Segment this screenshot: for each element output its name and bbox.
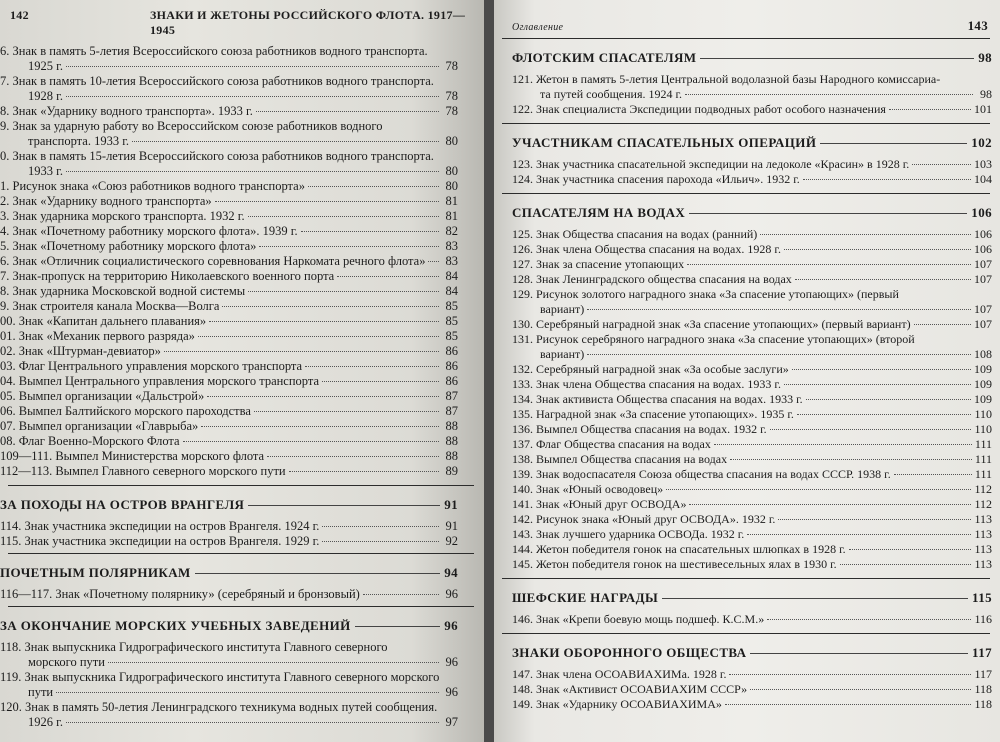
toc-page-number: 106: [974, 227, 992, 241]
toc-entry-text: 124. Знак участника спасения парохода «Ильич». 1932 г.: [512, 172, 800, 186]
toc-entry-continuation: вариант): [540, 302, 585, 316]
leader-dots: [729, 674, 971, 675]
section-separator: [502, 633, 990, 634]
leader-dots: [778, 519, 971, 520]
toc-entry: [0, 359, 458, 373]
toc-entry: [28, 655, 458, 669]
toc-entry: [512, 512, 992, 526]
toc-page-number: 118: [974, 682, 992, 696]
toc-entry-text: 139. Знак водоспасателя Союза общества спасания на водах СССР. 1938 г.: [512, 467, 891, 481]
section-title: ФЛОТСКИМ СПАСАТЕЛЯМ: [512, 50, 697, 65]
toc-page-number: 89: [445, 464, 458, 478]
toc-entry-text: 125. Знак Общества спасания на водах (ранний): [512, 227, 758, 241]
toc-entry-text: 148. Знак «Активист ОСОАВИАХИМ СССР»: [512, 682, 748, 696]
toc-entry: [512, 227, 992, 241]
section-heading: [512, 590, 992, 606]
leader-dots: [322, 541, 439, 542]
section-heading: [512, 50, 992, 66]
leader-dots: [750, 689, 971, 690]
leader-dots: [209, 321, 439, 322]
section-heading: [0, 565, 458, 581]
section-page-number: 102: [971, 135, 992, 150]
toc-entry-text: 138. Вымпел Общества спасания на водах: [512, 452, 728, 466]
toc-entry-text: 3. Знак ударника морского транспорта. 1932 г.: [0, 209, 245, 223]
toc-entry: [0, 374, 458, 388]
leader-dots: [322, 381, 439, 382]
toc-entry-text: 06. Вымпел Балтийского морского пароходства: [0, 404, 251, 418]
section-leader: [700, 58, 974, 59]
section-leader: [662, 598, 968, 599]
section-heading: [0, 497, 458, 513]
toc-entry-text: 01. Знак «Механик первого разряда»: [0, 329, 195, 343]
toc-entry-text: 115. Знак участника экспедиции на остров Врангеля. 1929 г.: [0, 534, 320, 548]
toc-page-number: 78: [445, 59, 458, 73]
left-page: [0, 0, 484, 742]
toc-page-number: 113: [974, 542, 992, 556]
toc-entry: [512, 557, 992, 571]
toc-page-number: 83: [445, 239, 458, 253]
section-separator: [502, 123, 990, 124]
toc-entry-text: 04. Вымпел Центрального управления морского транспорта: [0, 374, 320, 388]
toc-entry-text: 7. Знак-пропуск на территорию Николаевского военного порта: [0, 269, 335, 283]
leader-dots: [914, 324, 971, 325]
toc-entry: [512, 257, 992, 271]
toc-entry-text: 128. Знак Ленинградского общества спасания на водах: [512, 272, 792, 286]
toc-entry-text: 126. Знак члена Общества спасания на водах. 1928 г.: [512, 242, 781, 256]
toc-entry-continuation: та путей сообщения. 1924 г.: [540, 87, 683, 101]
toc-page-number: 98: [980, 87, 992, 101]
toc-entry: [28, 164, 458, 178]
toc-entry: [0, 104, 458, 118]
toc-page-number: 87: [445, 404, 458, 418]
section-leader: [820, 143, 967, 144]
leader-dots: [56, 692, 439, 693]
toc-page-number: 88: [445, 449, 458, 463]
section-leader: [689, 213, 967, 214]
toc-entry: [0, 519, 458, 533]
toc-page-number: 83: [445, 254, 458, 268]
toc-entry-text: 6. Знак в память 5-летия Всероссийского союза работников водного транспорта.: [0, 44, 428, 58]
toc-entry: [512, 482, 992, 496]
toc-entry-text: 130. Серебряный наградной знак «За спасение утопающих» (первый вариант): [512, 317, 911, 331]
toc-entry: [0, 449, 458, 463]
toc-page-number: 85: [445, 314, 458, 328]
toc-entry-text: 132. Серебряный наградной знак «За особые заслуги»: [512, 362, 789, 376]
toc-page-number: 108: [974, 347, 992, 361]
toc-entry-text: 112—113. Вымпел Главного северного морского пути: [0, 464, 286, 478]
leader-dots: [132, 141, 439, 142]
toc-entry-text: 0. Знак в память 15-летия Всероссийского союза работников водного транспорта.: [0, 149, 434, 163]
leader-dots: [792, 369, 971, 370]
leader-dots: [248, 291, 439, 292]
toc-page-number: 112: [974, 497, 992, 511]
leader-dots: [767, 619, 971, 620]
toc-entry-text: 143. Знак лучшего ударника ОСВОДа. 1932 г.: [512, 527, 745, 541]
toc-entry: [0, 209, 458, 223]
toc-entry-text: 149. Знак «Ударнику ОСОАВИАХИМА»: [512, 697, 722, 711]
toc-page-number: 113: [974, 512, 992, 526]
toc-page-number: 117: [974, 667, 992, 681]
toc-entry: [28, 715, 458, 729]
leader-dots: [305, 366, 439, 367]
toc-entry: [540, 347, 992, 361]
leader-dots: [207, 396, 439, 397]
toc-entry-text: 147. Знак члена ОСОАВИАХИМа. 1928 г.: [512, 667, 727, 681]
toc-entry-text: 144. Жетон победителя гонок на спасательных шлюпках в 1928 г.: [512, 542, 846, 556]
toc-page-number: 111: [974, 437, 992, 451]
section-separator: [8, 485, 474, 486]
toc-page-number: 80: [445, 164, 458, 178]
section-title: УЧАСТНИКАМ СПАСАТЕЛЬНЫХ ОПЕРАЦИЙ: [512, 135, 817, 150]
toc-entry: [512, 682, 992, 696]
section-page-number: 117: [972, 645, 992, 660]
toc-entry-text: 133. Знак члена Общества спасания на водах. 1933 г.: [512, 377, 781, 391]
leader-dots: [747, 534, 971, 535]
toc-page-number: 103: [974, 157, 992, 171]
leader-dots: [215, 201, 439, 202]
toc-entry-text: 116—117. Знак «Почетному полярнику» (серебряный и бронзовый): [0, 587, 360, 601]
toc-entry-text: 8. Знак «Ударнику водного транспорта». 1933 г.: [0, 104, 253, 118]
leader-dots: [803, 179, 971, 180]
leader-dots: [760, 234, 971, 235]
toc-entry: [512, 527, 992, 541]
toc-page-number: 107: [974, 272, 992, 286]
toc-entry: [0, 419, 458, 433]
section-leader: [355, 626, 441, 627]
toc-entry-text: 9. Знак строителя канала Москва—Волга: [0, 299, 220, 313]
leader-dots: [66, 96, 439, 97]
toc-entry-text: 136. Вымпел Общества спасания на водах. 1932 г.: [512, 422, 767, 436]
toc-entry: [28, 685, 458, 699]
toc-page-number: 116: [974, 612, 992, 626]
toc-entry-text: 122. Знак специалиста Экспедиции подводных работ особого назначения: [512, 102, 886, 116]
toc-entry-text: 9. Знак за ударную работу во Всероссийском союзе работников водного: [0, 119, 383, 133]
leader-dots: [784, 249, 971, 250]
leader-dots: [849, 549, 972, 550]
toc-entry: [0, 404, 458, 418]
toc-page-number: 85: [445, 299, 458, 313]
toc-entry: [0, 284, 458, 298]
left-page-number: 142: [10, 8, 29, 22]
toc-entry: [512, 437, 992, 451]
section-page-number: 106: [971, 205, 992, 220]
toc-entry-text: 140. Знак «Юный осводовец»: [512, 482, 664, 496]
toc-entry: [512, 422, 992, 436]
toc-entry-text: 120. Знак в память 50-летия Ленинградского техникума водных путей сообщения.: [0, 700, 438, 714]
section-heading: [512, 135, 992, 151]
toc-page-number: 113: [974, 527, 992, 541]
toc-entry-text: 123. Знак участника спасательной экспедиции на ледоколе «Красин» в 1928 г.: [512, 157, 910, 171]
toc-page-number: 107: [974, 257, 992, 271]
section-heading: [512, 205, 992, 221]
section-page-number: 96: [444, 618, 458, 633]
leader-dots: [797, 414, 972, 415]
toc-entry-text: 146. Знак «Крепи боевую мощь подшеф. К.С.М.»: [512, 612, 765, 626]
toc-entry-text: 119. Знак выпускника Гидрографического института Главного северного морского: [0, 670, 440, 684]
toc-page-number: 84: [445, 269, 458, 283]
toc-entry: [28, 89, 458, 103]
toc-entry: [512, 392, 992, 406]
toc-page-number: 96: [445, 685, 458, 699]
toc-entry: [0, 534, 458, 548]
toc-page-number: 111: [974, 467, 992, 481]
right-running-head: Оглавление: [512, 22, 564, 33]
toc-entry-text: 4. Знак «Почетному работнику морского флота». 1939 г.: [0, 224, 298, 238]
toc-entry-text: 127. Знак за спасение утопающих: [512, 257, 685, 271]
leader-dots: [267, 456, 439, 457]
toc-entry-text: 5. Знак «Почетному работнику морского флота»: [0, 239, 257, 253]
toc-entry: [28, 134, 458, 148]
toc-entry-text: 121. Жетон в память 5-летия Центральной водолазной базы Народного комиссариа-: [512, 72, 941, 86]
toc-entry-text: 05. Вымпел организации «Дальстрой»: [0, 389, 205, 403]
toc-entry-continuation: транспорта. 1933 г.: [28, 134, 130, 148]
toc-page-number: 107: [974, 317, 992, 331]
toc-entry-continuation: 1928 г.: [28, 89, 63, 103]
toc-entry: [512, 467, 992, 481]
toc-entry: [0, 344, 458, 358]
leader-dots: [795, 279, 971, 280]
leader-dots: [428, 261, 439, 262]
section-page-number: 98: [978, 50, 992, 65]
leader-dots: [730, 459, 972, 460]
toc-entry-text: 109—111. Вымпел Министерства морского флота: [0, 449, 265, 463]
toc-page-number: 118: [974, 697, 992, 711]
toc-entry-text: 118. Знак выпускника Гидрографического института Главного северного: [0, 640, 388, 654]
section-separator: [502, 38, 990, 39]
toc-page-number: 81: [445, 194, 458, 208]
toc-entry-text: 134. Знак активиста Общества спасания на водах. 1933 г.: [512, 392, 803, 406]
toc-entry: [512, 667, 992, 681]
toc-page-number: 110: [974, 422, 992, 436]
leader-dots: [689, 504, 971, 505]
leader-dots: [666, 489, 971, 490]
section-leader: [248, 505, 440, 506]
toc-entry: [512, 612, 992, 626]
leader-dots: [66, 66, 439, 67]
toc-page-number: 109: [974, 362, 992, 376]
toc-entry-continuation: вариант): [540, 347, 585, 361]
toc-page-number: 91: [445, 519, 458, 533]
leader-dots: [66, 722, 439, 723]
leader-dots: [912, 164, 971, 165]
leader-dots: [198, 336, 439, 337]
toc-entry: [0, 389, 458, 403]
toc-entry-text: 6. Знак «Отличник социалистического соревнования Наркомата речного флота»: [0, 254, 426, 268]
section-separator: [502, 193, 990, 194]
toc-entry: [28, 59, 458, 73]
toc-entry-continuation: морского пути: [28, 655, 105, 669]
leader-dots: [685, 94, 973, 95]
leader-dots: [687, 264, 971, 265]
toc-page-number: 88: [445, 434, 458, 448]
toc-entry-text: 2. Знак «Ударнику водного транспорта»: [0, 194, 212, 208]
leader-dots: [254, 411, 439, 412]
toc-page-number: 78: [445, 104, 458, 118]
leader-dots: [322, 526, 439, 527]
toc-entry: [512, 497, 992, 511]
toc-entry: [512, 172, 992, 186]
leader-dots: [66, 171, 439, 172]
section-heading: [512, 645, 992, 661]
toc-entry: [512, 157, 992, 171]
toc-entry-text: 131. Рисунок серебряного наградного знака «За спасение утопающих» (второй: [512, 332, 915, 346]
toc-entry: [0, 269, 458, 283]
toc-entry-text: 08. Флаг Военно-Морского Флота: [0, 434, 180, 448]
toc-entry: [512, 407, 992, 421]
toc-page-number: 110: [974, 407, 992, 421]
section-separator: [8, 606, 474, 607]
leader-dots: [301, 231, 439, 232]
toc-page-number: 80: [445, 179, 458, 193]
toc-page-number: 96: [445, 655, 458, 669]
toc-entry: [0, 254, 458, 268]
toc-entry-text: 137. Флаг Общества спасания на водах: [512, 437, 711, 451]
toc-page-number: 96: [445, 587, 458, 601]
leader-dots: [337, 276, 439, 277]
leader-dots: [308, 186, 439, 187]
leader-dots: [725, 704, 972, 705]
section-separator: [8, 553, 474, 554]
toc-page-number: 78: [445, 89, 458, 103]
toc-page-number: 86: [445, 344, 458, 358]
leader-dots: [770, 429, 972, 430]
left-running-head: ЗНАКИ И ЖЕТОНЫ РОССИЙСКОГО ФЛОТА. 1917—1945: [150, 8, 466, 37]
toc-entry: [540, 302, 992, 316]
leader-dots: [222, 306, 439, 307]
toc-entry-text: 114. Знак участника экспедиции на остров Врангеля. 1924 г.: [0, 519, 320, 533]
toc-entry: [512, 272, 992, 286]
toc-entry: [540, 87, 992, 101]
leader-dots: [201, 426, 439, 427]
section-page-number: 91: [444, 497, 458, 512]
right-page-number: 143: [967, 18, 988, 33]
toc-page-number: 88: [445, 419, 458, 433]
toc-entry-continuation: 1933 г.: [28, 164, 63, 178]
section-title: ЗНАКИ ОБОРОННОГО ОБЩЕСТВА: [512, 645, 747, 660]
toc-page-number: 113: [974, 557, 992, 571]
toc-entry-text: 07. Вымпел организации «Главрыба»: [0, 419, 199, 433]
toc-entry-text: 02. Знак «Штурман-девиатор»: [0, 344, 161, 358]
leader-dots: [164, 351, 439, 352]
section-title: ЗА ПОХОДЫ НА ОСТРОВ ВРАНГЕЛЯ: [0, 497, 245, 512]
section-title: СПАСАТЕЛЯМ НА ВОДАХ: [512, 205, 686, 220]
section-separator: [502, 578, 990, 579]
leader-dots: [784, 384, 971, 385]
leader-dots: [587, 354, 971, 355]
toc-entry: [512, 452, 992, 466]
toc-entry: [0, 464, 458, 478]
leader-dots: [256, 111, 439, 112]
toc-page-number: 111: [974, 452, 992, 466]
leader-dots: [108, 662, 439, 663]
toc-entry: [512, 377, 992, 391]
toc-entry-text: 00. Знак «Капитан дальнего плавания»: [0, 314, 207, 328]
toc-entry: [512, 102, 992, 116]
toc-page-number: 86: [445, 374, 458, 388]
toc-page-number: 82: [445, 224, 458, 238]
section-title: ШЕФСКИЕ НАГРАДЫ: [512, 590, 659, 605]
toc-entry-text: 135. Наградной знак «За спасение утопающих». 1935 г.: [512, 407, 794, 421]
toc-page-number: 80: [445, 134, 458, 148]
section-page-number: 115: [972, 590, 992, 605]
toc-page-number: 109: [974, 392, 992, 406]
toc-entry: [0, 299, 458, 313]
toc-page-number: 106: [974, 242, 992, 256]
section-heading: [0, 618, 458, 634]
toc-entry-continuation: 1926 г.: [28, 715, 63, 729]
toc-entry-continuation: 1925 г.: [28, 59, 63, 73]
toc-entry-text: 145. Жетон победителя гонок на шестивесельных ялах в 1930 г.: [512, 557, 837, 571]
toc-entry-text: 1. Рисунок знака «Союз работников водного транспорта»: [0, 179, 305, 193]
leader-dots: [840, 564, 972, 565]
leader-dots: [259, 246, 439, 247]
toc-page-number: 109: [974, 377, 992, 391]
toc-entry-text: 7. Знак в память 10-летия Всероссийского союза работников водного транспорта.: [0, 74, 434, 88]
toc-page-number: 86: [445, 359, 458, 373]
toc-page-number: 97: [445, 715, 458, 729]
toc-entry: [512, 542, 992, 556]
toc-entry: [0, 224, 458, 238]
leader-dots: [806, 399, 971, 400]
toc-entry-text: 141. Знак «Юный друг ОСВОДА»: [512, 497, 687, 511]
leader-dots: [714, 444, 972, 445]
section-leader: [195, 573, 441, 574]
toc-entry: [0, 434, 458, 448]
leader-dots: [289, 471, 439, 472]
toc-entry-text: 129. Рисунок золотого наградного знака «За спасение утопающих» (первый: [512, 287, 899, 301]
toc-entry: [0, 179, 458, 193]
toc-entry: [0, 587, 458, 601]
toc-page-number: 112: [974, 482, 992, 496]
leader-dots: [889, 109, 971, 110]
toc-page-number: 84: [445, 284, 458, 298]
toc-page-number: 92: [445, 534, 458, 548]
toc-page-number: 81: [445, 209, 458, 223]
toc-entry: [512, 697, 992, 711]
toc-page-number: 101: [974, 102, 992, 116]
toc-entry: [0, 329, 458, 343]
leader-dots: [183, 441, 439, 442]
toc-page-number: 87: [445, 389, 458, 403]
section-title: ПОЧЕТНЫМ ПОЛЯРНИКАМ: [0, 565, 191, 580]
toc-entry-text: 03. Флаг Центрального управления морского транспорта: [0, 359, 303, 373]
section-page-number: 94: [444, 565, 458, 580]
section-title: ЗА ОКОНЧАНИЕ МОРСКИХ УЧЕБНЫХ ЗАВЕДЕНИЙ: [0, 618, 351, 633]
section-leader: [750, 653, 968, 654]
toc-entry-continuation: пути: [28, 685, 54, 699]
toc-entry: [512, 362, 992, 376]
toc-entry: [512, 317, 992, 331]
toc-entry: [0, 314, 458, 328]
toc-entry: [512, 242, 992, 256]
toc-page-number: 85: [445, 329, 458, 343]
toc-entry: [0, 194, 458, 208]
toc-entry-text: 142. Рисунок знака «Юный друг ОСВОДА». 1932 г.: [512, 512, 776, 526]
toc-entry-text: 8. Знак ударника Московской водной системы: [0, 284, 246, 298]
leader-dots: [894, 474, 972, 475]
leader-dots: [248, 216, 439, 217]
leader-dots: [587, 309, 971, 310]
leader-dots: [363, 594, 439, 595]
toc-page-number: 107: [974, 302, 992, 316]
toc-page-number: 104: [974, 172, 992, 186]
right-page: [494, 0, 1000, 742]
toc-entry: [0, 239, 458, 253]
